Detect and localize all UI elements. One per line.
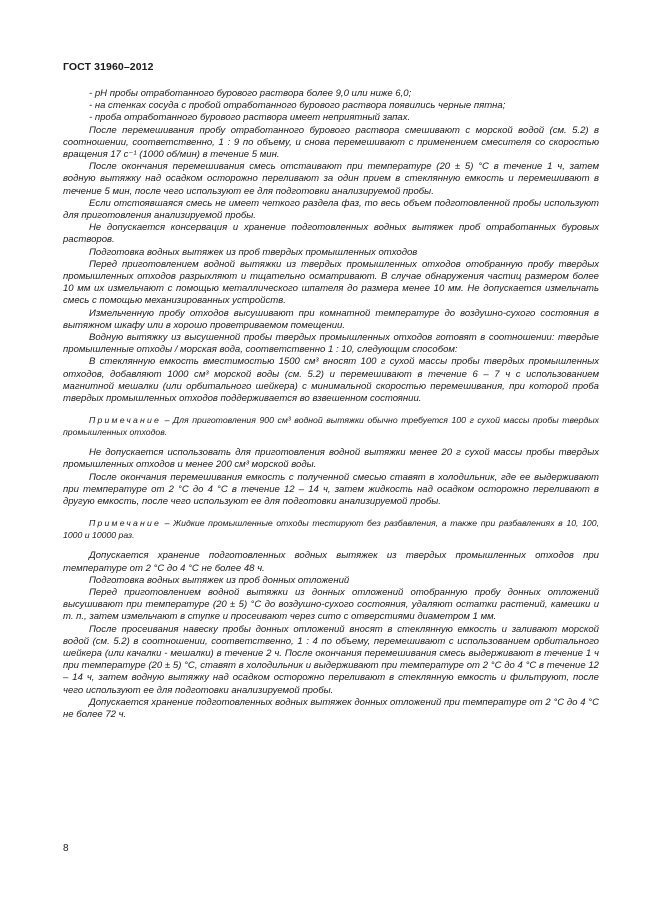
- note-text: – Жидкие промышленные отходы тестируют без разбавления, а также при разбавлениях в 10, 100, 1000 и 10000 раз.: [63, 518, 599, 541]
- note: [63, 414, 599, 438]
- paragraph: Измельченную пробу отходов высушивают при комнатной температуре до воздушно-сухого состояния в вытяжном шкафу или в хорошо проветриваемом помещении.: [63, 307, 599, 331]
- paragraph: После окончания перемешивания емкость с полученной смесью ставят в холодильник, где ее выдерживают при температуре от 2 °С до 4 °С в течение 12 – 14 ч, затем жидкость над осадком осторожно переливают в другую емкость, после чего используют ее для подготовки анализируемой пробы.: [63, 471, 599, 508]
- paragraph: Допускается хранение подготовленных водных вытяжек из твердых промышленных отходов при температуре от 2 °С до 4 °С не более 48 ч.: [63, 550, 599, 574]
- list-item: - pH пробы отработанного бурового раствора более 9,0 или ниже 6,0;: [89, 88, 412, 99]
- paragraph: Если отстоявшаяся смесь не имеет четкого раздела фаз, то весь объем подготовленной пробы используют для приготовления анализируемой пробы.: [63, 197, 599, 222]
- document-body: [63, 88, 599, 721]
- paragraph: Водную вытяжку из высушенной пробы твердых промышленных отходов готовят в соотношении: твердые промышленные отходы / морская вода, соответственно 1 : 10, следующим способом:: [63, 332, 599, 356]
- paragraph: После окончания перемешивания смесь отстаивают при температуре (20 ± 5) °С в течение 1 ч, затем водную вытяжку над осадком осторожно переливают за один прием в стеклянную емкость и перемешивают в течение 5 мин, после чего используют ее для подготовки анализируемой пробы.: [63, 161, 599, 197]
- section-heading: Подготовка водных вытяжек из проб донных отложений: [89, 574, 350, 586]
- standard-header: ГОСТ 31960–2012: [63, 61, 154, 73]
- paragraph: Не допускается использовать для приготовления водной вытяжки менее 20 г сухой массы пробы твердых промышленных отходов и менее 200 см³ морской воды.: [63, 447, 599, 471]
- paragraph: После просеивания навеску пробы донных отложений вносят в стеклянную емкость и заливают морской водой (см. 5.2) в соотношении, соответственно, 1 : 4 по объему, перемешивают с использованием орбитального шейкера (или качалки - мешалки) в течение 2 ч. После окончания перемешивания смесь выдерживают в течение 1 ч при температуре (20 ± 5) °С, ставят в холодильник и выдерживают при температуре от 2 °С до 4 °С в течение 12 – 14 ч, затем водную вытяжку над осадком осторожно переливают в стеклянную емкость и фильтруют, после чего используют ее для подготовки анализируемой пробы.: [63, 623, 599, 696]
- paragraph: Перед приготовлением водной вытяжки из донных отложений отобранную пробу донных отложений высушивают при температуре (20 ± 5) °С до воздушно-сухого состояния, удаляют остатки растений, камешки и т. п., затем измельчают в ступке и просеивают через сито с отверстиями диаметром 1 мм.: [63, 586, 599, 623]
- note-label: Примечание: [89, 518, 162, 529]
- paragraph: Не допускается консервация и хранение подготовленных водных вытяжек проб отработанных буровых растворов.: [63, 222, 599, 246]
- paragraph: После перемешивания пробу отработанного бурового раствора смешивают с морской водой (см. 5.2) в соотношении, соответственно, 1 : 9 по объему, и снова перемешивают с применением смесителя со скоростью вращения 17 с⁻¹ (1000 об/мин) в течение 5 мин.: [63, 124, 599, 161]
- paragraph: Перед приготовлением водной вытяжки из твердых промышленных отходов отобранную пробу твердых промышленных отходов разрыхляют и тщательно осматривают. В случае обнаружения частиц размером более 10 мм их измельчают с помощью металлического шпателя до размера менее 10 мм. Не допускается измельчать смесь с помощью механизированных устройств.: [63, 258, 599, 307]
- note: [63, 517, 599, 541]
- section-heading: Подготовка водных вытяжек из проб твердых промышленных отходов: [89, 246, 418, 258]
- paragraph: Допускается хранение подготовленных водных вытяжек донных отложений при температуре от 2 °С до 4 °С не более 72 ч.: [63, 696, 599, 720]
- note-text: – Для приготовления 900 см³ водной вытяжки обычно требуется 100 г сухой массы пробы твердых промышленных отходов.: [63, 415, 599, 438]
- paragraph: В стеклянную емкость вместимостью 1500 см³ вносят 100 г сухой массы пробы твердых промышленных отходов, добавляют 1000 см³ морской воды (см. 5.2) и перемешивают в течение 6 – 7 ч с использованием магнитной мешалки (или орбитального шейкера) с минимальной скоростью перемешивания, при которой проба твердых промышленных отходов поддерживается во взвешенном состоянии.: [63, 356, 599, 405]
- page-number: 8: [63, 843, 69, 854]
- list-item: - проба отработанного бурового раствора имеет неприятный запах.: [89, 112, 411, 124]
- list-item: - на стенках сосуда с пробой отработанного бурового раствора появились черные пятна;: [89, 100, 506, 112]
- note-label: Примечание: [89, 415, 162, 426]
